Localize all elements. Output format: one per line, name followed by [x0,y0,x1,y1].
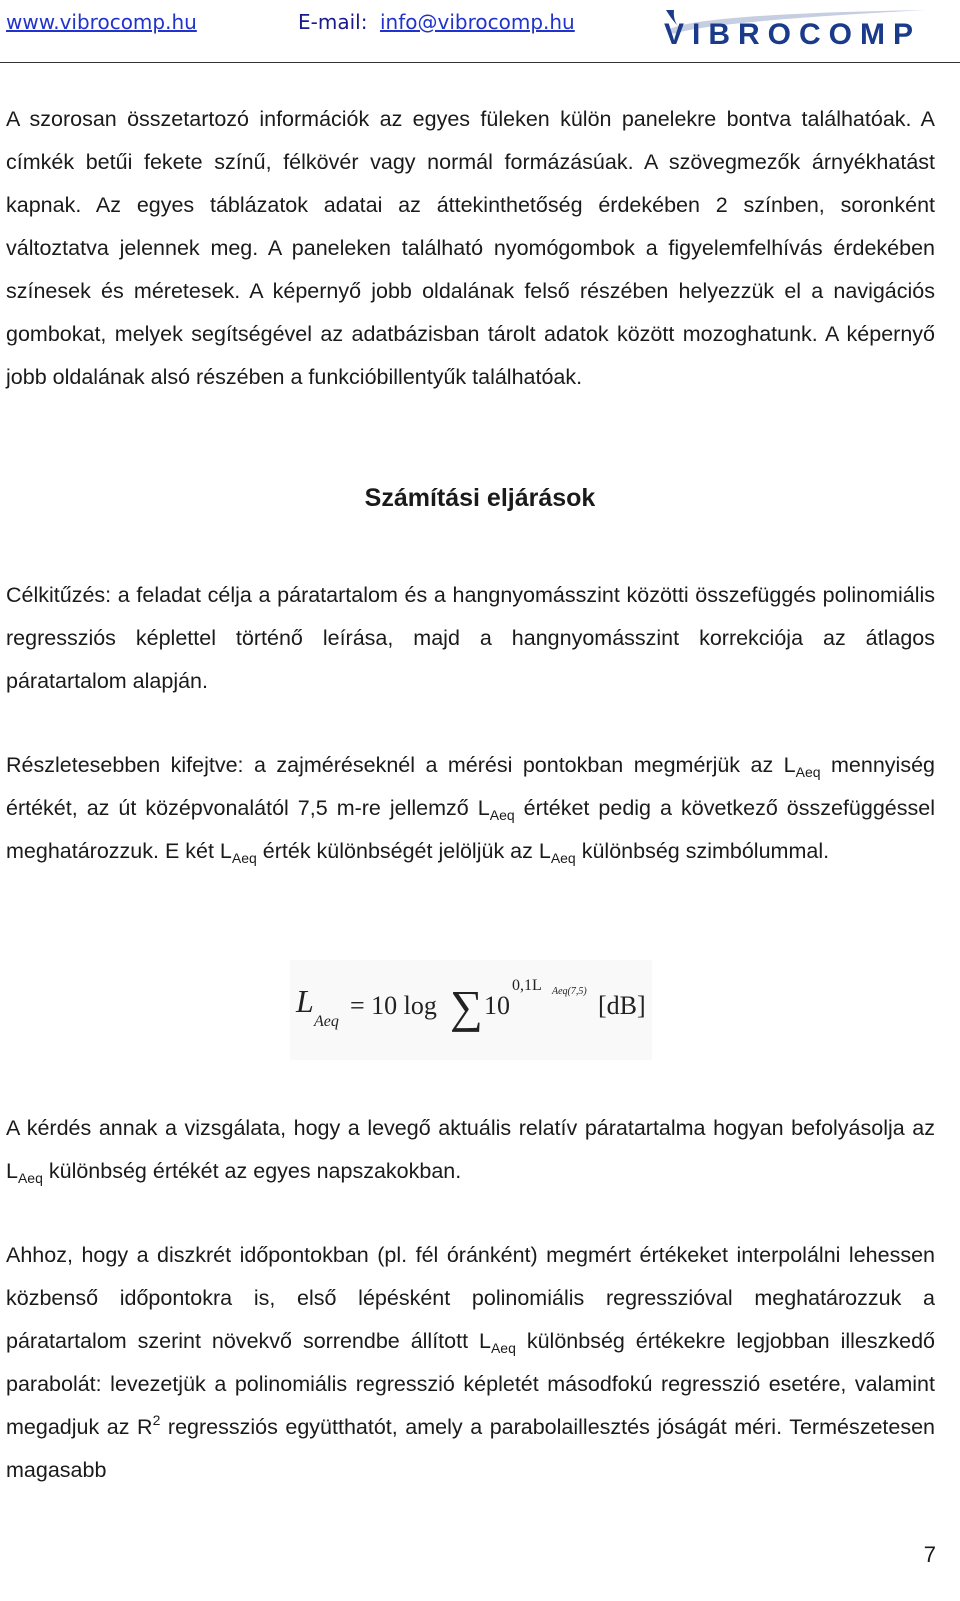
formula-eq: = 10 log [350,991,437,1020]
paragraph-4: A kérdés annak a vizsgálata, hogy a levegő aktuális relatív páratartalma hogyan befolyásolja az $L_{Aeq}$ különbség értékét az egyes napszakokban. [6,1116,935,1186]
formula-L: L [296,983,314,1019]
laeq-formula [290,960,652,1060]
formula-base: 10 [484,991,510,1020]
email-label: E-mail: [298,10,368,34]
vibrocomp-logo [664,4,934,54]
page-header [0,0,960,63]
formula-unit: [dB] [598,991,646,1020]
website-link[interactable]: www.vibrocomp.hu [6,10,197,34]
formula-exponent-sub: Aeq(7,5) [552,986,587,997]
email-link[interactable]: info@vibrocomp.hu [380,10,575,34]
formula-sum: ∑ [450,981,483,1032]
formula-L-sub: Aeq [314,1013,339,1030]
paragraph-5: Ahhoz, hogy a diszkrét időpontokban (pl. fél óránként) megmért értékeket interpolálni lehessen közbenső időpontokra is, első lépésként polinomiális regresszióval meghatározzuk a páratartalom szerint növekvő sorrendbe állított $L_{Aeq}$ különbség értékekre legjobban illeszkedő parabolát: levezetjük a polinomiális regresszió képletét másodfokú regresszió esetére, valamint megadjuk az $R^2$ regressziós együtthatót, amely a parabolaillesztés jóságát méri. Természetesen magasabb [6,1243,935,1482]
paragraph-1: A szorosan összetartozó információk az egyes füleken külön panelekre bontva találhatóak. A címkék betűi fekete színű, félkövér vagy normál formázásúak. A szövegmezők árnyékhatást kapnak. Az egyes táblázatok adatai az áttekinthetőség érdekében 2 színben, soronként változtatva jelennek meg. A paneleken található nyomógombok a figyelemfelhívás érdekében színesek és méretesek. A képernyő jobb oldalának felső részében helyezzük el a navigációs gombokat, melyek segítségével az adatbázisban tárolt adatok között mozoghatunk. A képernyő jobb oldalának alsó részében a funkcióbillentyűk találhatóak. [6,107,935,389]
svg-text:VIBROCOMP: VIBROCOMP [664,18,922,51]
formula-exponent: 0,1L [512,977,542,994]
section-heading: Számítási eljárások [364,484,596,512]
page-number: 7 [923,1542,936,1567]
paragraph-2: Célkitűzés: a feladat célja a páratartalom és a hangnyomásszint közötti összefüggés polinomiális regressziós képlettel történő leírása, majd a hangnyomásszint korrekciója az átlagos páratartalom alapján. [6,583,935,693]
paragraph-3: Részletesebben kifejtve: a zajméréseknél a mérési pontokban megmérjük az $L_{Aeq}$ mennyiség értékét, az út középvonalától 7,5 m-re jellemző $L_{Aeq}$ értéket pedig a következő összefüggéssel meghatározzuk. E két $L_{Aeq}$ érték különbségét jelöljük az $L_{Aeq}$ különbség szimbólummal. [6,753,935,866]
